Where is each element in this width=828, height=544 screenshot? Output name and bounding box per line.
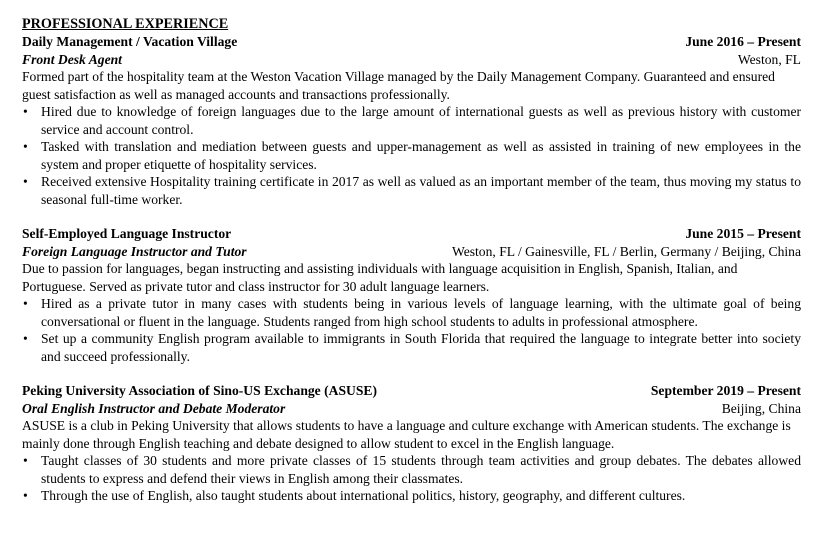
job-description: Due to passion for languages, began instructing and assisting individuals with language acquisition in English, Spanish, Italian, and Portuguese. Served as private tutor and class instructor for 30 adult language learners. [22,261,738,294]
job-bullet-list [22,295,801,365]
bullet-text: Set up a community English program available to immigrants in South Florida that required the language to integrate better into society and succeed professionally. [41,331,801,364]
bullet-icon: • [23,488,28,503]
bullet-icon: • [23,453,28,468]
bullet-text: Taught classes of 30 students and more private classes of 15 students through team activities and group debates. The debates allowed students to express and defend their views in English among their classmates. [41,453,801,486]
job-header-row [22,225,801,243]
bullet-icon: • [23,174,28,189]
job-role-row [22,51,801,69]
bullet-item [22,330,801,365]
job-role: Foreign Language Instructor and Tutor [22,243,247,259]
job-bullet-list [22,103,801,208]
bullet-item [22,295,801,330]
job-role-row [22,243,801,261]
bullet-text: Through the use of English, also taught students about international politics, history, geography, and different cultures. [41,488,686,503]
employment-dates: June 2015 – Present [685,226,801,241]
section-title: PROFESSIONAL EXPERIENCE [22,16,229,32]
job-entry-vacation-village [22,33,801,208]
job-location: Weston, FL [737,51,801,67]
job-description: Formed part of the hospitality team at the Weston Vacation Village managed by the Daily Management Company. Guaranteed and ensured guest satisfaction as well as managed accounts and transactions professionally. [22,69,775,102]
bullet-item [22,452,801,487]
job-role: Oral English Instructor and Debate Moderator [22,400,286,416]
job-bullet-list [22,452,801,505]
employment-dates: September 2019 – Present [650,383,801,398]
job-header-row [22,382,801,400]
job-role-row [22,400,801,418]
job-location: Weston, FL / Gainesville, FL / Berlin, Germany / Beijing, China [451,243,801,259]
bullet-item [22,487,801,505]
bullet-icon: • [23,139,28,154]
bullet-item [22,103,801,138]
bullet-item [22,173,801,208]
job-role: Front Desk Agent [22,51,122,67]
bullet-item [22,138,801,173]
bullet-text: Tasked with translation and mediation between guests and upper-management as well as assisted in training of new employees in the system and proper etiquette of hospitality services. [41,139,801,172]
job-location: Beijing, China [721,400,801,416]
bullet-text: Hired as a private tutor in many cases with students being in various levels of language learning, with the ultimate goal of being conversational or fluent in the language. Students ranged from high school students to adults in professional atmosphere. [41,296,801,329]
bullet-icon: • [23,331,28,346]
employment-dates: June 2016 – Present [685,34,801,49]
organization-name: Peking University Association of Sino-US Exchange (ASUSE) [22,383,377,398]
bullet-icon: • [23,104,28,119]
organization-name: Self-Employed Language Instructor [22,226,232,241]
job-description: ASUSE is a club in Peking University that allows students to have a language and culture exchange with American students. The exchange is mainly done through English teaching and debate designed to allow student to excel in the English language. [22,418,791,451]
bullet-text: Received extensive Hospitality training certificate in 2017 as well as valued as an important member of the team, thus moving my status to seasonal full-time worker. [41,174,801,207]
job-entry-language-instructor [22,225,801,365]
job-header-row [22,33,801,51]
job-entry-asuse [22,382,801,505]
organization-name: Daily Management / Vacation Village [22,34,238,49]
bullet-text: Hired due to knowledge of foreign languages due to the large amount of international guests as well as previous history with customer service and account control. [41,104,801,137]
bullet-icon: • [23,296,28,311]
